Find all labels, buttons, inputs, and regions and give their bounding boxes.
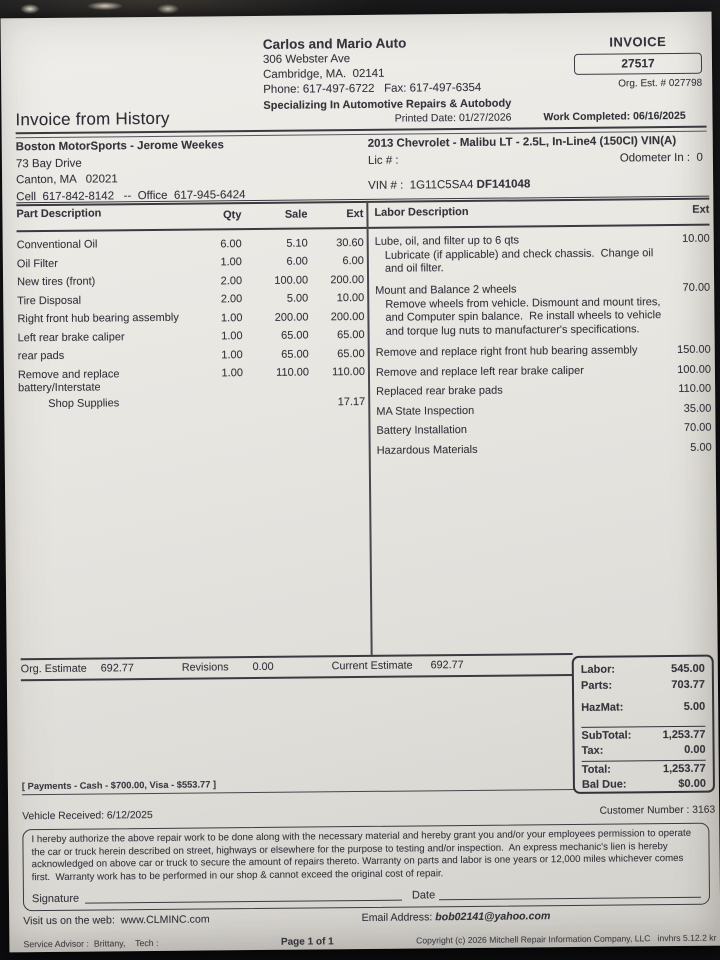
part-qty: 1.00 [220, 311, 243, 324]
license-label: Lic # : [367, 154, 399, 167]
total-row [582, 761, 706, 778]
vehicle-info [362, 133, 708, 202]
part-sale [243, 393, 309, 412]
labor-desc: Lube, oil, and filter up to 6 qts [374, 233, 520, 248]
parts-header [16, 205, 364, 227]
part-ext: 65.00 [337, 347, 365, 360]
hazmat-value: 5.00 [683, 700, 706, 713]
revisions-label: Revisions [181, 661, 229, 674]
labor-desc: Replaced rear brake pads [376, 384, 503, 398]
labor-desc: Mount and Balance 2 wheels [375, 282, 517, 297]
signature-line [85, 888, 402, 904]
totals-box [572, 655, 715, 794]
parts-table [17, 233, 367, 465]
labor-ext: 35.00 [683, 402, 712, 415]
labor-total-row [581, 662, 705, 679]
customer-phones: Cell 617-842-8142 -- Office 617-945-6424 [16, 188, 246, 203]
customer-name: Boston MotorSports - Jerome Weekes [15, 139, 224, 154]
labor-ext: 5.00 [690, 441, 712, 454]
part-qty: 1.00 [221, 330, 243, 343]
tax-value: 0.00 [684, 743, 706, 756]
customer-number: Customer Number : 3163 [599, 804, 716, 817]
subtotal-label: SubTotal: [581, 728, 632, 742]
part-qty: 1.00 [220, 256, 242, 269]
date-label: Date [411, 889, 436, 902]
current-estimate-value: 692.77 [430, 659, 464, 672]
labor-ext: 70.00 [682, 281, 711, 294]
total-value: 1,253.77 [662, 762, 706, 775]
hazmat-row [581, 700, 705, 717]
table-row [376, 361, 711, 380]
table-row [376, 342, 711, 361]
org-estimate-number: Org. Est. # 027798 [618, 77, 703, 90]
balance-due-row [582, 777, 706, 794]
parts-desc-header: Part Description [16, 207, 102, 221]
part-sale: 5.00 [286, 292, 309, 305]
part-sale: 5.10 [286, 236, 308, 250]
part-desc: Shop Supplies [48, 397, 120, 410]
website-text: Visit us on the web: www.CLMINC.com [23, 913, 210, 928]
email-address: bob02141@yahoo.com [435, 910, 551, 924]
labor-total-value: 545.00 [671, 662, 705, 676]
vin-number-bold: DF141048 [476, 178, 531, 191]
labor-table [375, 230, 712, 462]
part-sale: 110.00 [276, 366, 310, 379]
estimate-summary [21, 653, 573, 681]
labor-desc: MA State Inspection [376, 404, 475, 418]
payments-note: [ Payments - Cash - $700.00, Visa - $553.77 ] [22, 776, 574, 795]
labor-ext-header: Ext [692, 203, 710, 216]
part-ext: 200.00 [330, 273, 365, 286]
part-qty: 2.00 [220, 274, 243, 287]
invoice-number-block [574, 34, 703, 90]
labor-ext: 100.00 [677, 363, 711, 376]
part-desc: rear pads [17, 349, 65, 363]
current-estimate-label: Current Estimate [331, 659, 413, 673]
revisions-value: 0.00 [252, 660, 274, 674]
part-ext: 6.00 [342, 254, 364, 268]
table-row [375, 279, 711, 339]
labor-desc: Remove and replace left rear brake caliper [375, 364, 584, 379]
date-line [439, 885, 701, 901]
part-desc: Left rear brake caliper [17, 330, 125, 344]
signature-label: Signature [31, 892, 80, 905]
labor-ext: 10.00 [682, 232, 710, 245]
service-advisor: Service Advisor : Brittany, Tech : [23, 937, 159, 950]
part-desc: Oil Filter [16, 257, 58, 270]
sale-header: Sale [284, 208, 308, 221]
table-row [18, 392, 366, 414]
part-qty [195, 394, 243, 413]
hazmat-label: HazMat: [581, 701, 624, 714]
authorization-text: I hereby authorize the above repair work to be done along with the necessary material and hereby grant you and/or your employees permission to operate the car or truck herein described on street, highways or elsewhere for the purpose to testing and/or inspection. An express mechanic's lien is hereby acknowledged on above car or truck to secure the amount of repairs thereto. Warranty on parts and labor is one years or 12,000 miles whichever comes first. Warranty work has to be performed in our shop & cannot exceed the original cost of repair. [31, 827, 694, 883]
part-sale: 65.00 [281, 329, 309, 342]
invoice-number: 27517 [574, 53, 702, 75]
customer-address1: 73 Bay Drive [15, 157, 82, 170]
labor-detail: Lubricate (if applicable) and check chassis. Change oil and oil filter. [384, 246, 657, 275]
part-ext: 10.00 [336, 291, 365, 305]
labor-ext: 70.00 [683, 421, 712, 434]
labor-desc-header: Labor Description [374, 205, 469, 219]
subtotal-row [581, 727, 705, 744]
parts-ext-header: Ext [346, 207, 364, 221]
labor-header [374, 202, 709, 224]
parts-total-row [581, 677, 705, 694]
part-desc: Right front hub bearing assembly [17, 311, 179, 326]
part-desc: Tire Disposal [17, 294, 82, 307]
part-qty: 2.00 [220, 293, 243, 306]
subtotal-value: 1,253.77 [662, 728, 706, 741]
part-qty: 1.00 [221, 367, 244, 380]
odometer-in: Odometer In : 0 [619, 151, 703, 164]
part-desc: Remove and replace battery/Interstate [17, 367, 120, 395]
footer-meta-row [23, 933, 716, 951]
part-sale: 6.00 [286, 255, 308, 268]
shop-address-line2: Cambridge, MA. 02141 [263, 67, 385, 81]
parts-total-label: Parts: [580, 679, 613, 692]
part-sale: 65.00 [281, 347, 309, 361]
org-estimate-value: 692.77 [100, 662, 134, 675]
table-row [377, 439, 712, 458]
labor-desc: Battery Installation [376, 423, 468, 437]
table-row [376, 400, 711, 419]
labor-desc: Hazardous Materials [376, 443, 478, 457]
table-row [376, 381, 711, 400]
balance-due-label: Bal Due: [581, 778, 627, 791]
footer-contact-row [23, 909, 710, 928]
labor-total-label: Labor: [580, 663, 616, 676]
part-ext: 17.17 [337, 395, 366, 408]
part-ext: 200.00 [330, 310, 365, 323]
page-title: Invoice from History [15, 108, 170, 130]
qty-header: Qty [223, 209, 242, 222]
labor-detail: Remove wheels from vehicle. Dismount and mount tires, and Computer spin balance. Re install wheels to vehicle and torque lug nuts to manufacturer's specifications. [385, 295, 665, 338]
table-row [375, 230, 710, 276]
shop-name: Carlos and Mario Auto [262, 35, 407, 52]
invoice-document [1, 12, 720, 953]
line-items-section [16, 198, 713, 659]
shop-tagline: Specializing In Automotive Repairs & Autobody [263, 97, 512, 112]
info-section [16, 133, 708, 206]
part-ext: 65.00 [337, 328, 365, 342]
part-ext: 30.60 [336, 236, 364, 249]
customer-info [16, 136, 363, 205]
part-desc: New tires (front) [17, 275, 96, 289]
shop-phone-fax: Phone: 617-497-6722 Fax: 617-497-6354 [263, 81, 482, 96]
vehicle-description: 2013 Chevrolet - Malibu LT - 2.5L, In-Line4 (150CI) VIN(A) [367, 134, 677, 150]
copyright-text: Copyright (c) 2026 Mitchell Repair Information Company, LLC invhrs 5.12.2 kr [416, 932, 717, 946]
part-sale: 100.00 [274, 273, 309, 287]
labor-ext: 110.00 [678, 382, 712, 395]
org-estimate-label: Org. Estimate [20, 662, 87, 676]
part-qty: 1.00 [221, 348, 243, 361]
table-row [18, 363, 366, 396]
page-number: Page 1 of 1 [280, 936, 334, 948]
authorization-box [22, 823, 710, 912]
labor-ext: 150.00 [677, 343, 711, 356]
table-row [376, 420, 711, 439]
signature-row [32, 885, 701, 905]
part-ext: 110.00 [332, 365, 366, 379]
vin-number: VIN # : 1G11C5SA4 [368, 178, 477, 192]
customer-address2: Canton, MA 02021 [16, 173, 118, 187]
tax-label: Tax: [581, 744, 604, 757]
parts-total-value: 703.77 [671, 678, 706, 691]
printed-date: Printed Date: 01/27/2026 [394, 111, 512, 125]
part-desc: Conventional Oil [16, 238, 98, 252]
total-label: Total: [581, 763, 611, 776]
work-completed-date: Work Completed: 06/16/2025 [543, 109, 686, 124]
email-label: Email Address: [361, 911, 436, 925]
invoice-label: INVOICE [609, 34, 667, 50]
tax-row [582, 743, 706, 760]
shop-address-line1: 306 Webster Ave [262, 53, 351, 66]
part-qty: 6.00 [220, 237, 242, 250]
vehicle-received-date: Vehicle Received: 6/12/2025 [22, 810, 153, 823]
shop-info [263, 35, 512, 114]
part-sale: 200.00 [274, 310, 309, 324]
received-row [22, 805, 715, 823]
labor-desc: Remove and replace right front hub bearing assembly [375, 344, 638, 359]
balance-due-value: $0.00 [678, 777, 706, 790]
